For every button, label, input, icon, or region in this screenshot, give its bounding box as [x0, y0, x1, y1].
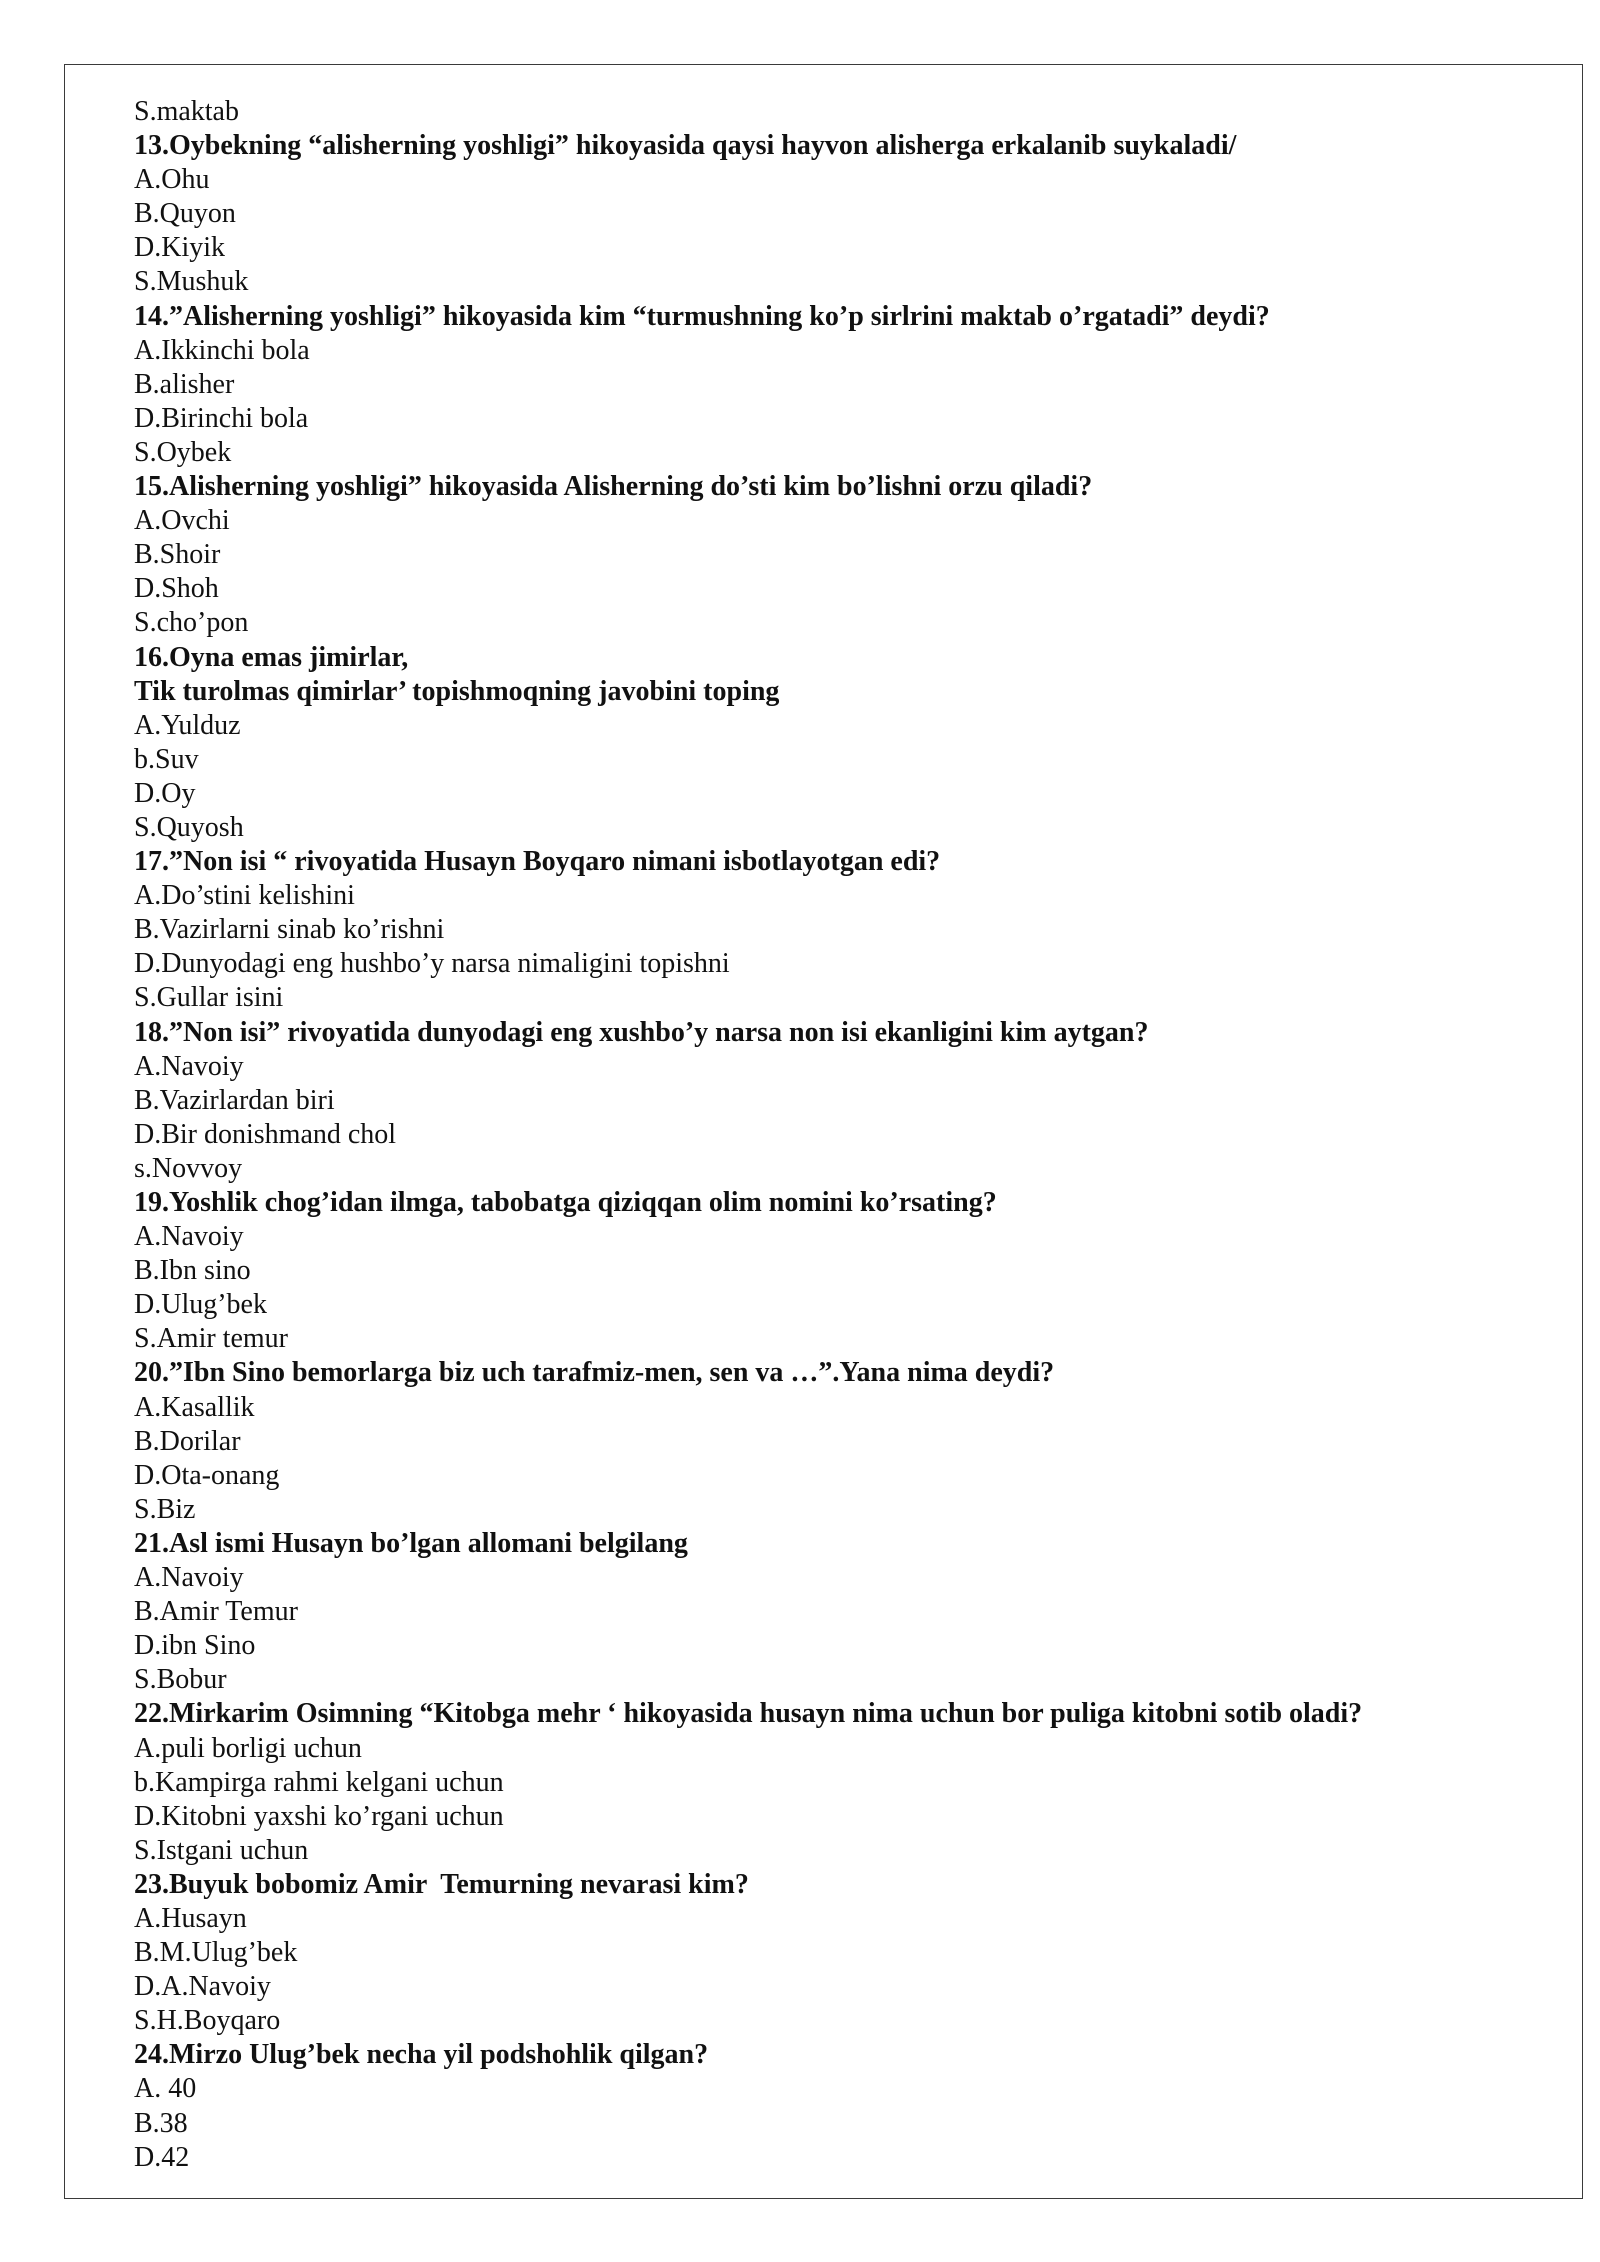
answer-option: S.maktab [134, 96, 239, 127]
question-text: 23.Buyuk bobomiz Amir Temurning nevarasi kim? [134, 1868, 749, 1900]
question-text: 16.Oyna emas jimirlar, [134, 641, 409, 673]
answer-option: S.Istgani uchun [134, 1834, 309, 1866]
answer-option: A.Husayn [134, 1902, 247, 1934]
question-text: 20.”Ibn Sino bemorlarga biz uch tarafmiz-men, sen va …”.Yana nima deydi? [134, 1357, 1055, 1389]
answer-option: A.Navoiy [134, 1221, 244, 1253]
question-text: 14.”Alisherning yoshligi” hikoyasida kim “turmushning ko’p sirlrini maktab o’rgatadi” deydi? [134, 300, 1270, 332]
answer-option: b.Suv [134, 743, 199, 775]
answer-option: A.Kasallik [134, 1391, 255, 1423]
answer-option: b.Kampirga rahmi kelgani uchun [134, 1766, 504, 1798]
document-body [134, 95, 1554, 2175]
answer-option: A.Navoiy [134, 1050, 244, 1082]
question-text: 24.Mirzo Ulug’bek necha yil podshohlik qilgan? [134, 2039, 709, 2071]
answer-option: D.Shoh [134, 573, 219, 605]
question-text: 22.Mirkarim Osimning “Kitobga mehr ‘ hikoyasida husayn nima uchun bor puliga kitobni sotib oladi? [134, 1698, 1363, 1730]
answer-option: D.42 [134, 2141, 190, 2173]
answer-option: B.M.Ulug’bek [134, 1937, 298, 1969]
answer-option: S.Quyosh [134, 811, 244, 843]
question-text: 18.”Non isi” rivoyatida dunyodagi eng xushbo’y narsa non isi ekanligini kim aytgan? [134, 1016, 1149, 1048]
question-text: 19.Yoshlik chog’idan ilmga, tabobatga qiziqqan olim nomini ko’rsating? [134, 1187, 997, 1218]
answer-option: S.Gullar isini [134, 982, 284, 1014]
answer-option: A.Ovchi [134, 505, 230, 537]
answer-option: D.Kiyik [134, 232, 225, 264]
answer-option: B.alisher [134, 368, 235, 400]
question-text: 17.”Non isi “ rivoyatida Husayn Boyqaro nimani isbotlayotgan edi? [134, 846, 941, 878]
answer-option: B.Shoir [134, 539, 221, 571]
answer-option: D.A.Navoiy [134, 1971, 271, 2003]
answer-option: S.cho’pon [134, 607, 249, 639]
answer-option: B.Dorilar [134, 1425, 241, 1457]
answer-option: D.ibn Sino [134, 1630, 256, 1662]
answer-option: A.Navoiy [134, 1562, 244, 1594]
answer-option: S.Bobur [134, 1664, 227, 1696]
answer-option: s.Novvoy [134, 1152, 243, 1184]
question-text: 15.Alisherning yoshligi” hikoyasida Alisherning do’sti kim bo’lishni orzu qiladi? [134, 471, 1093, 503]
answer-option: S.H.Boyqaro [134, 2005, 281, 2037]
answer-option: D.Birinchi bola [134, 402, 309, 434]
answer-option: B.Vazirlardan biri [134, 1084, 335, 1116]
question-text: Tik turolmas qimirlar’ topishmoqning javobini toping [134, 675, 780, 707]
question-text: 13.Oybekning “alisherning yoshligi” hikoyasida qaysi hayvon alisherga erkalanib suykaladi/ [134, 130, 1237, 162]
answer-option: B.Amir Temur [134, 1596, 298, 1628]
answer-option: S.Amir temur [134, 1323, 288, 1355]
answer-option: A.Ohu [134, 164, 210, 196]
answer-option: D.Kitobni yaxshi ko’rgani uchun [134, 1800, 504, 1832]
question-text: 21.Asl ismi Husayn bo’lgan allomani belgilang [134, 1527, 688, 1559]
answer-option: A.puli borligi uchun [134, 1732, 362, 1764]
answer-option: S.Mushuk [134, 266, 249, 298]
answer-option: A.Ikkinchi bola [134, 334, 310, 366]
answer-option: A.Yulduz [134, 709, 241, 741]
answer-option: D.Ulug’bek [134, 1289, 267, 1321]
answer-option: S.Biz [134, 1493, 196, 1525]
answer-option: B.Quyon [134, 198, 236, 230]
answer-option: D.Oy [134, 777, 196, 809]
answer-option: B.Ibn sino [134, 1255, 251, 1287]
answer-option: S.Oybek [134, 436, 232, 468]
answer-option: A.Do’stini kelishini [134, 880, 355, 912]
answer-option: B.Vazirlarni sinab ko’rishni [134, 914, 445, 946]
answer-option: D.Bir donishmand chol [134, 1118, 397, 1150]
answer-option: D.Dunyodagi eng hushbo’y narsa nimaligini topishni [134, 948, 730, 980]
answer-option: A. 40 [134, 2073, 197, 2105]
answer-option: B.38 [134, 2107, 188, 2139]
answer-option: D.Ota-onang [134, 1459, 280, 1491]
